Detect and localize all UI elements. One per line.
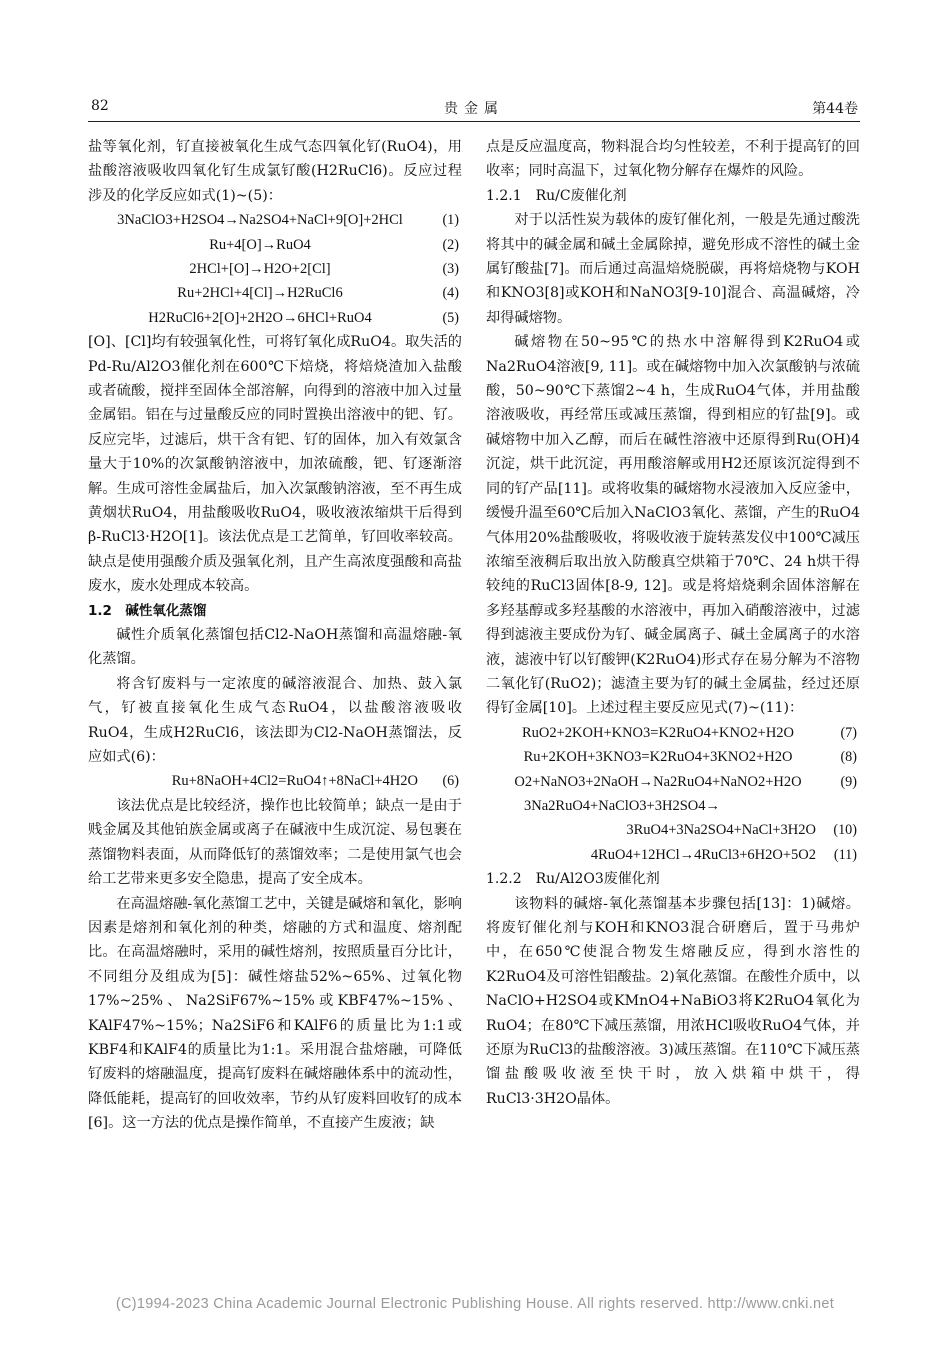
paragraph: 该法优点是比较经济，操作也比较简单；缺点一是由于贱金属及其他铂族金属或离子在碱液中生成沉淀、易包裹在蒸馏物料表面，从而降低钌的蒸馏效率；二是使用氯气也会给工艺带来更多安全隐患，提高了安全成本。 bbox=[88, 797, 462, 888]
equation-8: Ru+2KOH+3KNO3=K2RuO4+3KNO2+H2O (8) bbox=[523, 749, 857, 766]
paragraph: 盐等氧化剂，钌直接被氧化生成气态四氧化钌(RuO4)，用盐酸溶液吸收四氧化钌生成氯钌酸(H2RuCl6)。反应过程涉及的化学反应如式(1)~(5)： bbox=[88, 139, 462, 204]
volume-label: 第44卷 bbox=[812, 101, 858, 117]
journal-title: 贵金属 bbox=[444, 101, 504, 117]
equation-5: H2RuCl6+2[O]+2H2O→6HCl+RuO4 (5) bbox=[148, 309, 459, 326]
equation-7: RuO2+2KOH+KNO3=K2RuO4+KNO2+H2O (7) bbox=[521, 724, 857, 741]
running-header bbox=[88, 96, 860, 122]
subsection-heading-1-2-2: 1.2.2 Ru/Al2O3废催化剂 bbox=[486, 871, 660, 888]
section-heading-1-2: 1.2 碱性氧化蒸馏 bbox=[88, 602, 207, 619]
right-column bbox=[486, 135, 860, 1111]
equation-9: O2+NaNO3+2NaOH→Na2RuO4+NaNO2+H2O (9) bbox=[514, 773, 857, 790]
left-column bbox=[88, 135, 462, 1136]
paragraph: 对于以活性炭为载体的废钌催化剂，一般是先通过酸洗将其中的碱金属和碱土金属除掉，避免形成不溶性的碱土金属钌酸盐[7]。而后通过高温焙烧脱碳，再将焙烧物与KOH和KNO3[8]或KOH和NaNO3[9-10]混合、高温碱熔，冷却得碱熔物。 bbox=[486, 212, 860, 326]
paragraph: [O]、[Cl]均有较强氧化性，可将钌氧化成RuO4。取失活的Pd-Ru/Al2O3催化剂在600℃下焙烧，将焙烧渣加入盐酸或者硫酸，搅拌至固体全部溶解，向得到的溶液中加入过量金属铝。铝在与过量酸反应的同时置换出溶液中的钯、钌。反应完毕，过滤后，烘干含有钯、钌的固体，加入有效氯含量大于10%的次氯酸钠溶液中，加浓硫酸，钯、钌逐渐溶解。生成可溶性金属盐后，加入次氯酸钠溶液，至不再生成黄烟状RuO4，用盐酸吸收RuO4，吸收液浓缩烘干后得到β-RuCl3·H2O[1]。该法优点是工艺简单，钌回收率较高。缺点是使用强酸介质及强氧化剂，且产生高浓度强酸和高盐废水，废水处理成本较高。 bbox=[88, 334, 462, 595]
equation-10-line-2: 3RuO4+3Na2SO4+NaCl+3H2O (10) bbox=[626, 822, 857, 839]
page-number: 82 bbox=[91, 98, 109, 114]
equation-3: 2HCl+[O]→H2O+2[Cl] (3) bbox=[189, 261, 459, 277]
equation-1: 3NaClO3+H2SO4→Na2SO4+NaCl+9[O]+2HCl (1) bbox=[117, 212, 459, 229]
copyright-footer: (C)1994-2023 China Academic Journal Electronic Publishing House. All rights reserved. http://www.cnki.net bbox=[115, 1296, 835, 1312]
equation-2: Ru+4[O]→RuO4 (2) bbox=[209, 236, 459, 253]
equation-4: Ru+2HCl+4[Cl]→H2RuCl6 (4) bbox=[177, 285, 459, 302]
equation-11: 4RuO4+12HCl→4RuCl3+6H2O+5O2 (11) bbox=[590, 846, 857, 863]
equation-6: Ru+8NaOH+4Cl2=RuO4↑+8NaCl+4H2O (6) bbox=[171, 773, 459, 790]
paragraph: 碱熔物在50~95℃的热水中溶解得到K2RuO4或Na2RuO4溶液[9, 11]。或在碱熔物中加入次氯酸钠与浓硫酸，50~90℃下蒸馏2~4 h，生成RuO4气体，并用盐酸溶液吸收，再经常压或减压蒸馏，得到相应的钌盐[9]。或碱熔物中加入乙醇，而后在碱性溶液中还原得到Ru(OH)4沉淀，烘干此沉淀，再用酸溶解或用H2还原该沉淀得到不同的钌产品[11]。或将收集的碱熔物水浸液加入反应釜中，缓慢升温至60℃后加入NaClO3氧化、蒸馏，产生的RuO4气体用20%盐酸吸收，将吸收液于旋转蒸发仪中100℃减压浓缩至液稠后取出放入防酸真空烘箱于70℃、24 h烘干得较纯的RuCl3固体[8-9, 12]。或是将焙烧剩余固体溶解在多羟基醇或多羟基酸的水溶液中，再加入硝酸溶液中，过滤得到滤液主要成份为钌、碱金属离子、碱土金属离子的水溶液，滤液中钌以钌酸钾(K2RuO4)形式存在易分解为不溶物二氧化钌(RuO2)；滤渣主要为钌的碱土金属盐，经过还原得钌金属[10]。上述过程主要反应见式(7)~(11)： bbox=[486, 334, 860, 717]
paragraph: 点是反应温度高，物料混合均匀性较差，不利于提高钌的回收率；同时高温下，过氧化物分解存在爆炸的风险。 bbox=[486, 139, 860, 180]
paragraph: 碱性介质氧化蒸馏包括Cl2-NaOH蒸馏和高温熔融-氧化蒸馏。 bbox=[88, 627, 462, 668]
paragraph: 该物料的碱熔-氧化蒸馏基本步骤包括[13]：1)碱熔。将废钌催化剂与KOH和KNO3混合研磨后，置于马弗炉中，在650℃使混合物发生熔融反应，得到水溶性的K2RuO4及可溶性铝酸盐。2)氧化蒸馏。在酸性介质中，以NaClO+H2SO4或KMnO4+NaBiO3将K2RuO4氧化为RuO4；在80℃下减压蒸馏，用浓HCl吸收RuO4气体，并还原为RuCl3的盐酸溶液。3)减压蒸馏。在110℃下减压蒸馏盐酸吸收液至快干时，放入烘箱中烘干，得RuCl3·3H2O晶体。 bbox=[486, 895, 860, 1107]
equation-10-line-1: 3Na2RuO4+NaClO3+3H2SO4→ bbox=[524, 797, 720, 814]
paragraph: 在高温熔融-氧化蒸馏工艺中，关键是碱熔和氧化，影响因素是熔剂和氧化剂的种类，熔融的方式和温度、熔剂配比。在高温熔融时，采用的碱性熔剂，按照质量百分比计，不同组分及组成为[5]：碱性熔盐52%~65%、过氧化物17%~25%、Na2SiF67%~15%或KBF47%~15%、KAlF47%~15%；Na2SiF6和KAlF6的质量比为1:1或KBF4和KAlF4的质量比为1:1。采用混合盐熔融，可降低钌废料的熔融温度，提高钌废料在碱熔融体系中的流动性，降低能耗，提高钌的回收效率，节约从钌废料回收钌的成本[6]。这一方法的优点是操作简单，不直接产生废液；缺 bbox=[88, 895, 462, 1132]
subsection-heading-1-2-1: 1.2.1 Ru/C废催化剂 bbox=[486, 187, 627, 204]
paragraph: 将含钌废料与一定浓度的碱溶液混合、加热、鼓入氯气，钌被直接氧化生成气态RuO4，以盐酸溶液吸收RuO4，生成H2RuCl6，该法即为Cl2-NaOH蒸馏法，反应如式(6)： bbox=[88, 675, 462, 766]
